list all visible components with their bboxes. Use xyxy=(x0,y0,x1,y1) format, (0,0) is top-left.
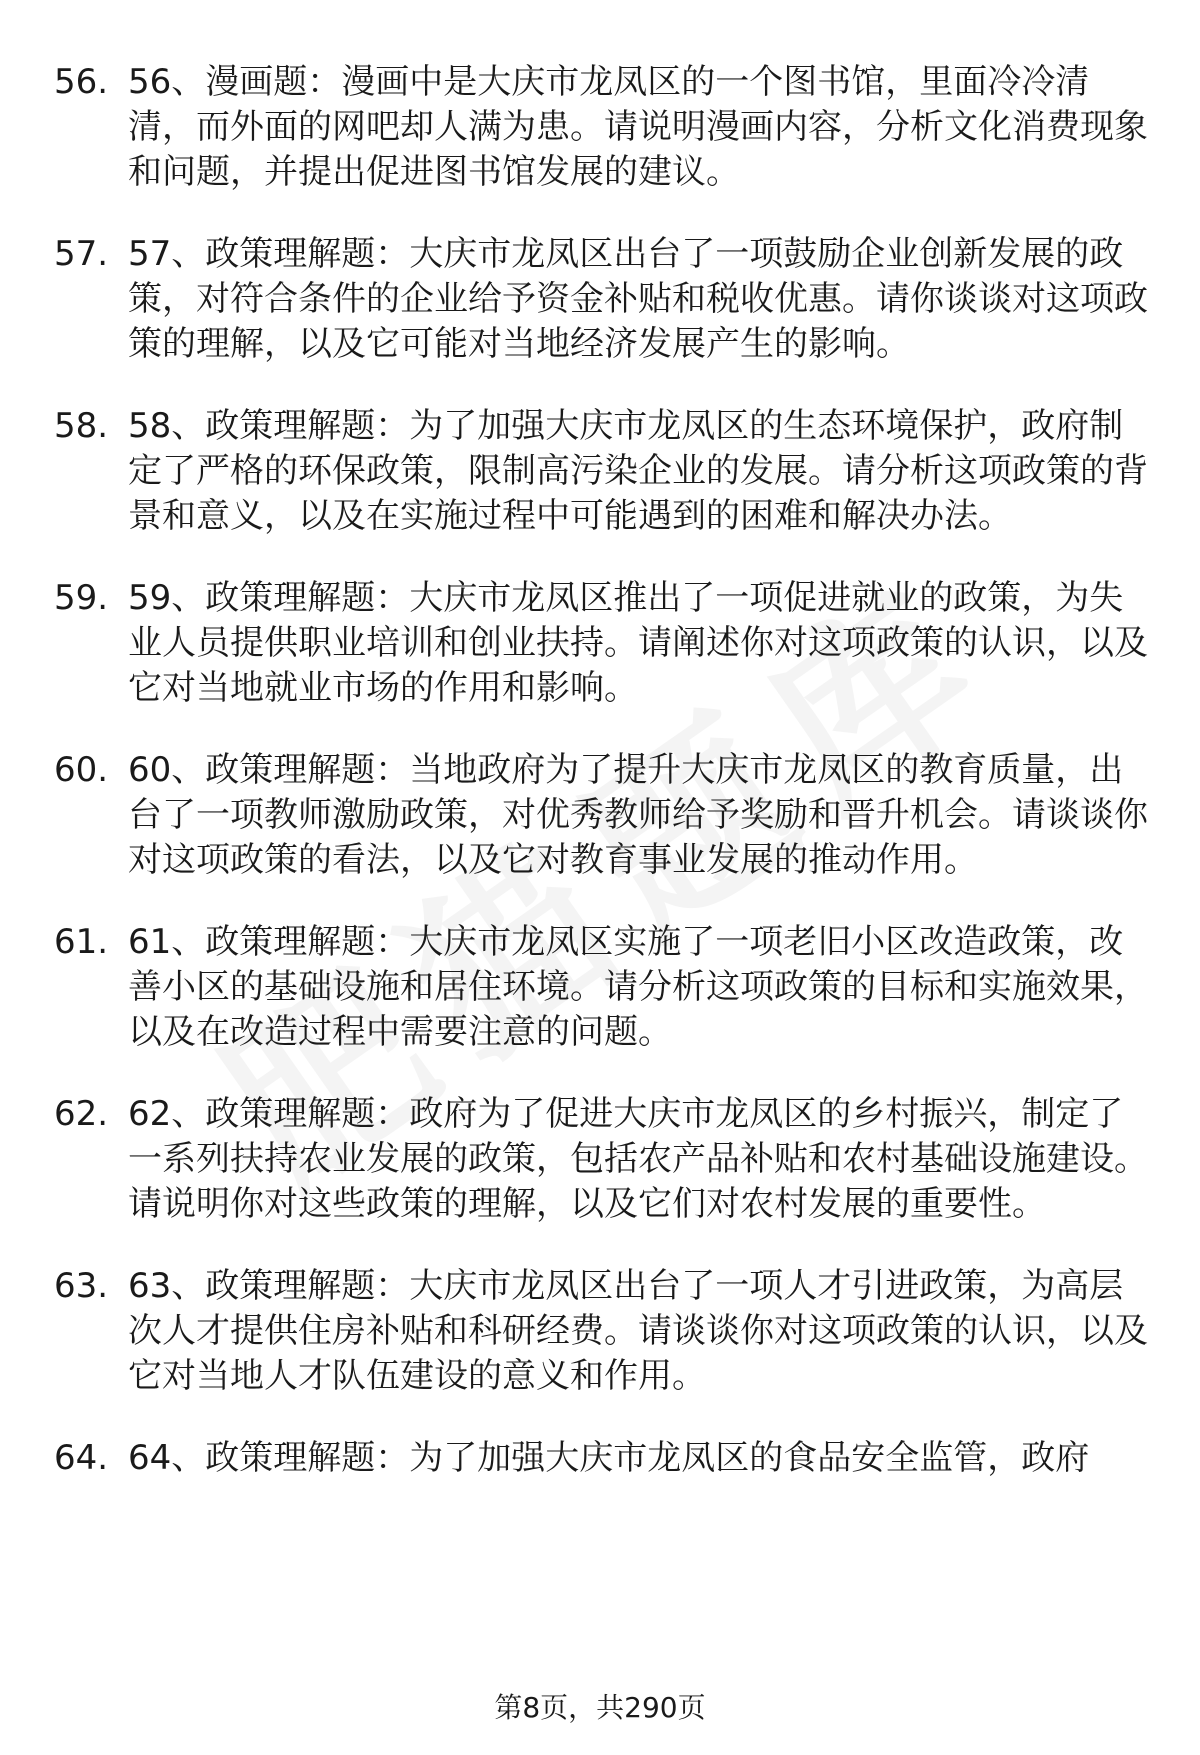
question-number: 60. xyxy=(54,750,109,790)
question-text: 64、政策理解题：为了加强大庆市龙凤区的食品安全监管，政府 xyxy=(128,1438,1090,1478)
question-text: 56、漫画题：漫画中是大庆市龙凤区的一个图书馆，里面冷冷清清，而外面的网吧却人满为患。请说明漫画内容，分析文化消费现象和问题，并提出促进图书馆发展的建议。 xyxy=(128,62,1148,192)
question-list xyxy=(0,60,1200,1518)
list-item xyxy=(0,1264,1200,1399)
question-number: 57. xyxy=(54,234,109,274)
list-item xyxy=(0,920,1200,1055)
question-number: 58. xyxy=(54,406,109,446)
question-number: 61. xyxy=(54,922,109,962)
question-text: 58、政策理解题：为了加强大庆市龙凤区的生态环境保护，政府制定了严格的环保政策，限制高污染企业的发展。请分析这项政策的背景和意义，以及在实施过程中可能遇到的困难和解决办法。 xyxy=(128,406,1148,536)
list-item xyxy=(0,232,1200,367)
question-text: 59、政策理解题：大庆市龙凤区推出了一项促进就业的政策，为失业人员提供职业培训和创业扶持。请阐述你对这项政策的认识，以及它对当地就业市场的作用和影响。 xyxy=(128,578,1148,708)
question-text: 62、政策理解题：政府为了促进大庆市龙凤区的乡村振兴，制定了一系列扶持农业发展的政策，包括农产品补贴和农村基础设施建设。请说明你对这些政策的理解，以及它们对农村发展的重要性。 xyxy=(128,1094,1148,1224)
list-item xyxy=(0,576,1200,711)
list-item xyxy=(0,60,1200,195)
list-item xyxy=(0,1092,1200,1227)
question-text: 57、政策理解题：大庆市龙凤区出台了一项鼓励企业创新发展的政策，对符合条件的企业给予资金补贴和税收优惠。请你谈谈对这项政策的理解，以及它可能对当地经济发展产生的影响。 xyxy=(128,234,1148,364)
list-item xyxy=(0,404,1200,539)
question-number: 59. xyxy=(54,578,109,618)
question-text: 60、政策理解题：当地政府为了提升大庆市龙凤区的教育质量，出台了一项教师激励政策，对优秀教师给予奖励和晋升机会。请谈谈你对这项政策的看法，以及它对教育事业发展的推动作用。 xyxy=(128,750,1148,880)
question-number: 63. xyxy=(54,1266,109,1306)
question-number: 56. xyxy=(54,62,109,102)
question-number: 64. xyxy=(54,1438,109,1478)
question-text: 63、政策理解题：大庆市龙凤区出台了一项人才引进政策，为高层次人才提供住房补贴和科研经费。请谈谈你对这项政策的认识，以及它对当地人才队伍建设的意义和作用。 xyxy=(128,1266,1148,1396)
question-number: 62. xyxy=(54,1094,109,1134)
page-footer: 第8页，共290页 xyxy=(494,1691,706,1724)
list-item xyxy=(0,1436,1200,1481)
question-text: 61、政策理解题：大庆市龙凤区实施了一项老旧小区改造政策，改善小区的基础设施和居住环境。请分析这项政策的目标和实施效果，以及在改造过程中需要注意的问题。 xyxy=(128,922,1148,1052)
list-item xyxy=(0,748,1200,883)
